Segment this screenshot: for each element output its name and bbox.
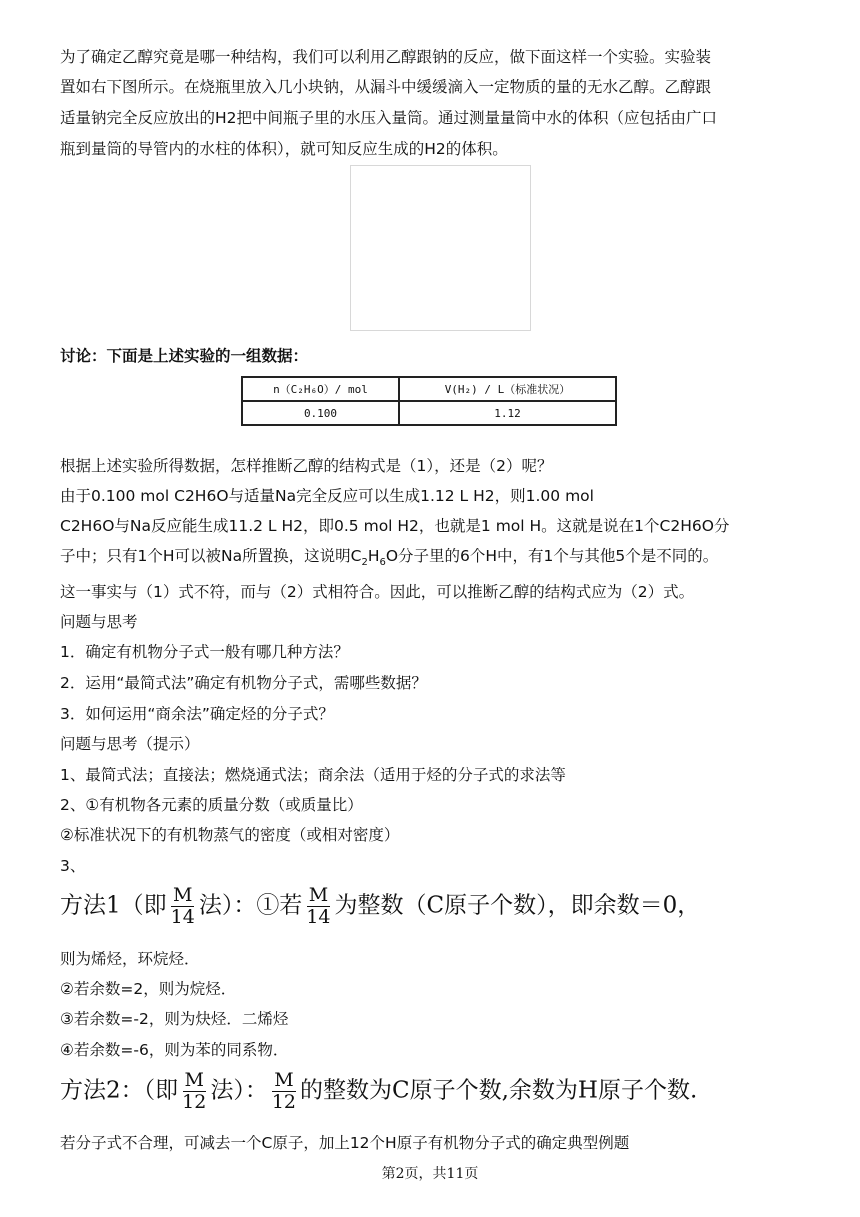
fraction-m-over-12 [180,1070,208,1113]
method-1-result-1: 则为烯烃，环烷烃． [60,950,200,968]
method-2-text-a: 方法2：（即 [60,1077,179,1104]
fraction-m-over-12 [270,1070,298,1113]
body-line-2: 由于0.100 mol C2H6O与适量Na完全反应可以生成1.12 L H2，则1.00 mol [60,487,594,505]
body-line-4 [60,546,718,573]
last-line: 若分子式不合理，可减去一个C原子，加上12个H原子有机物分子式的确定典型例题 [60,1134,630,1152]
method-1-result-4: ④若余数=-6，则为苯的同系物． [60,1041,289,1059]
intro-line-2: 置如右下图所示。在烧瓶里放入几小块钠，从漏斗中缓缓滴入一定物质的量的无水乙醇。乙醇跟 [60,78,712,96]
method-1-text-a: 方法1（即 [60,892,167,919]
fraction-numerator: M [274,1069,294,1091]
fraction-m-over-14 [169,885,197,928]
fraction-numerator: M [173,884,193,906]
table-header-cell: n（C₂H₆O）/ mol [242,377,399,401]
table-cell: 1.12 [399,401,616,425]
fraction-denominator: 14 [306,906,331,928]
intro-line-1: 为了确定乙醇究竟是哪一种结构，我们可以利用乙醇跟钠的反应，做下面这样一个实验。实验装 [60,48,712,66]
body-line-5: 这一事实与（1）式不符，而与（2）式相符合。因此，可以推断乙醇的结构式应为（2）式。 [60,583,695,601]
body-line-1: 根据上述实验所得数据，怎样推断乙醇的结构式是（1），还是（2）呢？ [60,457,553,475]
apparatus-figure [350,165,531,331]
hint-3: 3、 [60,857,86,875]
method-1-result-2: ②若余数=2，则为烷烃． [60,980,237,998]
subscript-2: 2 [361,557,368,569]
hint-1: 1、最简式法；直接法；燃烧通式法；商余法（适用于烃的分子式的求法等 [60,766,566,784]
method-1-formula [60,885,700,928]
body-line-4-part-b: H [367,547,380,565]
body-line-3: C2H6O与Na反应能生成11.2 L H2，即0.5 mol H2，也就是1 mol H。这就是说在1个C2H6O分 [60,517,730,535]
fraction-denominator: 14 [170,906,195,928]
intro-line-3: 适量钠完全反应放出的H2把中间瓶子里的水压入量筒。通过测量量筒中水的体积（应包括由广口 [60,109,718,127]
question-3: 3．如何运用“商余法”确定烃的分子式？ [60,705,334,723]
data-table [241,376,617,426]
section-title-questions: 问题与思考 [60,613,138,631]
hint-2b: ②标准状况下的有机物蒸气的密度（或相对密度） [60,826,400,844]
method-1-text-c: 为整数（C原子个数），即余数＝0， [334,892,701,919]
fraction-denominator: 12 [182,1091,207,1113]
question-1: 1．确定有机物分子式一般有哪几种方法？ [60,643,349,661]
fraction-numerator: M [184,1069,204,1091]
method-2-text-b: 法）： [210,1077,268,1104]
table-header-row [242,377,616,401]
body-line-4-part-c: O分子里的6个H中，有1个与其他5个是不同的。 [385,547,719,565]
table-cell: 0.100 [242,401,399,425]
fraction-m-over-14 [304,885,332,928]
subscript-6: 6 [379,557,386,569]
method-1-text-b: 法）：①若 [198,892,303,919]
table-row [242,401,616,425]
method-1-result-3: ③若余数=-2，则为炔烃．二烯烃 [60,1010,289,1028]
method-2-formula [60,1070,697,1113]
body-line-4-part-a: 子中；只有1个H可以被Na所置换，这说明C [60,547,362,565]
page-footer: 第2页，共11页 [381,1166,479,1182]
fraction-denominator: 12 [271,1091,297,1113]
section-title-hints: 问题与思考（提示） [60,735,200,753]
intro-line-4: 瓶到量筒的导管内的水柱的体积），就可知反应生成的H2的体积。 [60,140,508,158]
method-2-text-c: 的整数为C原子个数,余数为H原子个数. [300,1077,698,1104]
question-2: 2．运用“最简式法”确定有机物分子式，需哪些数据？ [60,674,427,692]
hint-2: 2、①有机物各元素的质量分数（或质量比） [60,796,363,814]
discussion-heading: 讨论：下面是上述实验的一组数据： [60,347,309,365]
table-header-cell: V(H₂) / L（标准状况） [399,377,616,401]
fraction-numerator: M [308,884,329,906]
